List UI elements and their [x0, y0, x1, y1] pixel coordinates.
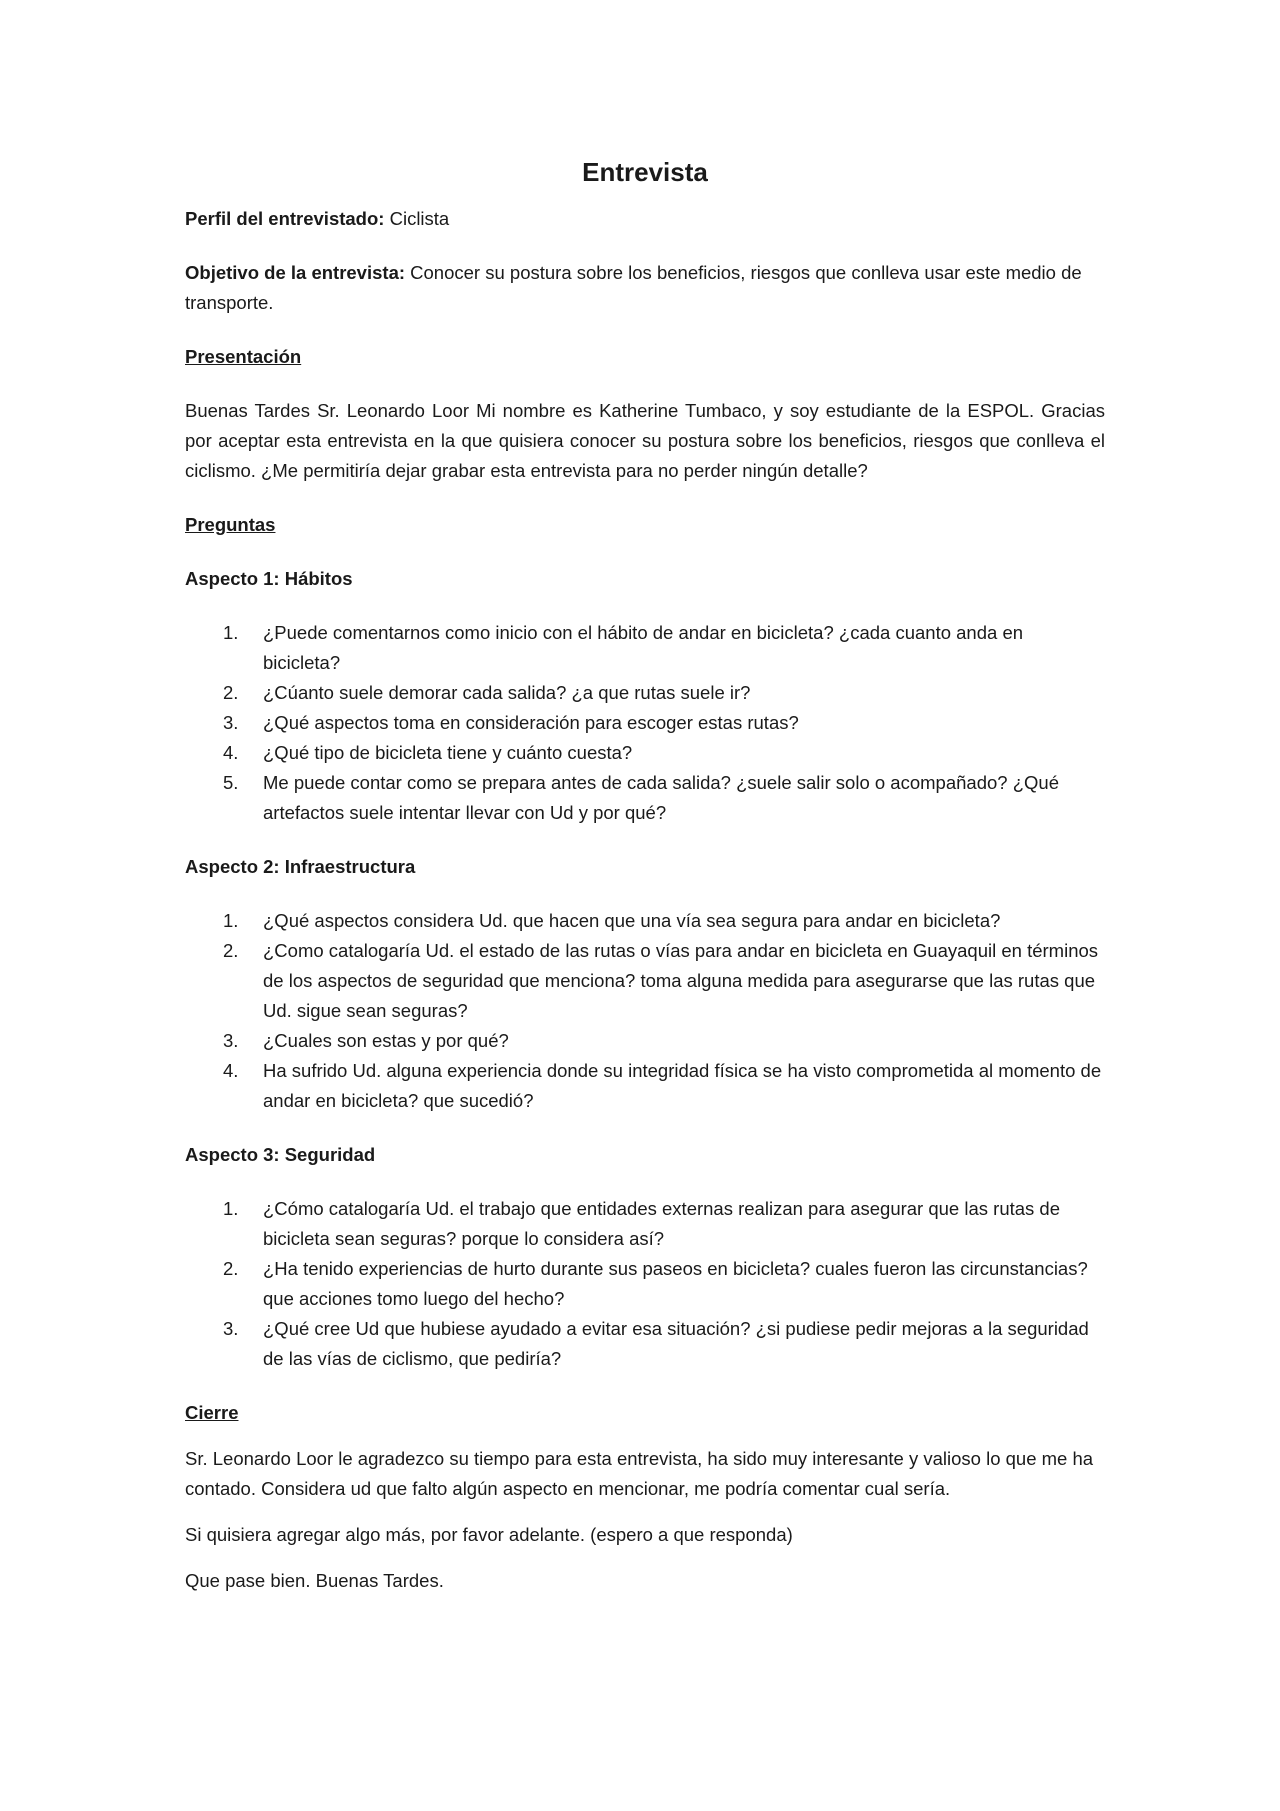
- question-text: ¿Como catalogaría Ud. el estado de las rutas o vías para andar en bicicleta en Guayaquil en términos de los aspectos de seguridad que menciona? toma alguna medida para asegurarse que las rutas que Ud. sigue sean seguras?: [263, 940, 1099, 1021]
- question-number: 3.: [223, 712, 239, 733]
- question-text: Ha sufrido Ud. alguna experiencia donde su integridad física se ha visto comprometida al momento de andar en bicicleta? que sucedió?: [263, 1060, 1102, 1111]
- question-item: [185, 738, 1105, 768]
- perfil-line: [185, 204, 1105, 234]
- aspecto-3-question-list: [185, 1194, 1105, 1374]
- aspecto-2-question-list: [185, 906, 1105, 1116]
- question-item: [185, 1194, 1105, 1254]
- question-text: ¿Cuales son estas y por qué?: [263, 1030, 509, 1051]
- cierre-paragraph: Sr. Leonardo Loor le agradezco su tiempo para esta entrevista, ha sido muy interesante y valioso lo que me ha contado. Considera ud que falto algún aspecto en mencionar, me podría comentar cual sería.: [185, 1448, 1094, 1499]
- question-number: 1.: [223, 622, 239, 643]
- question-number: 5.: [223, 772, 239, 793]
- question-item: [185, 1254, 1105, 1314]
- question-item: [185, 768, 1105, 828]
- question-text: Me puede contar como se prepara antes de cada salida? ¿suele salir solo o acompañado? ¿Qué artefactos suele intentar llevar con Ud y por qué?: [263, 772, 1059, 823]
- question-item: [185, 618, 1105, 678]
- question-number: 2.: [223, 940, 239, 961]
- presentacion-paragraph: Buenas Tardes Sr. Leonardo Loor Mi nombre es Katherine Tumbaco, y soy estudiante de la ESPOL. Gracias por aceptar esta entrevista en la que quisiera conocer su postura sobre los beneficios, riesgos que conlleva el ciclismo. ¿Me permitiría dejar grabar esta entrevista para no perder ningún detalle?: [185, 400, 1105, 481]
- question-text: ¿Qué aspectos considera Ud. que hacen que una vía sea segura para andar en bicicleta?: [263, 910, 1001, 931]
- cierre-paragraph: Que pase bien. Buenas Tardes.: [185, 1570, 444, 1591]
- aspecto-1-question-list: [185, 618, 1105, 828]
- aspecto-1-title: Aspecto 1: Hábitos: [185, 568, 353, 589]
- document-title: Entrevista: [582, 157, 708, 187]
- question-text: ¿Cómo catalogaría Ud. el trabajo que entidades externas realizan para asegurar que las rutas de bicicleta sean seguras? porque lo considera así?: [263, 1198, 1060, 1249]
- question-number: 3.: [223, 1318, 239, 1339]
- question-text: ¿Ha tenido experiencias de hurto durante sus paseos en bicicleta? cuales fueron las circunstancias? que acciones tomo luego del hecho?: [263, 1258, 1088, 1309]
- question-text: ¿Qué tipo de bicicleta tiene y cuánto cuesta?: [263, 742, 633, 763]
- question-item: [185, 906, 1105, 936]
- aspecto-3-title: Aspecto 3: Seguridad: [185, 1144, 376, 1165]
- question-number: 1.: [223, 1198, 239, 1219]
- question-item: [185, 678, 1105, 708]
- question-number: 4.: [223, 1060, 239, 1081]
- question-number: 4.: [223, 742, 239, 763]
- perfil-value: Ciclista: [384, 208, 450, 229]
- objetivo-label: Objetivo de la entrevista:: [185, 262, 406, 283]
- perfil-label: Perfil del entrevistado:: [185, 208, 385, 229]
- question-text: ¿Puede comentarnos como inicio con el hábito de andar en bicicleta? ¿cada cuanto anda en bicicleta?: [263, 622, 1024, 673]
- objetivo-line: [185, 258, 1105, 318]
- cierre-heading: Cierre: [185, 1402, 239, 1423]
- question-item: [185, 1056, 1105, 1116]
- question-item: [185, 936, 1105, 1026]
- question-number: 3.: [223, 1030, 239, 1051]
- question-text: ¿Cúanto suele demorar cada salida? ¿a que rutas suele ir?: [263, 682, 751, 703]
- question-number: 2.: [223, 1258, 239, 1279]
- cierre-paragraph: Si quisiera agregar algo más, por favor adelante. (espero a que responda): [185, 1524, 793, 1545]
- question-item: [185, 1026, 1105, 1056]
- question-number: 2.: [223, 682, 239, 703]
- question-item: [185, 1314, 1105, 1374]
- question-number: 1.: [223, 910, 239, 931]
- presentacion-heading: Presentación: [185, 346, 302, 367]
- aspecto-2-title: Aspecto 2: Infraestructura: [185, 856, 416, 877]
- objetivo-value: Conocer su postura sobre los beneficios, riesgos que conlleva usar este medio de transporte.: [185, 262, 1082, 313]
- preguntas-heading: Preguntas: [185, 514, 276, 535]
- question-text: ¿Qué aspectos toma en consideración para escoger estas rutas?: [263, 712, 799, 733]
- question-item: [185, 708, 1105, 738]
- question-text: ¿Qué cree Ud que hubiese ayudado a evitar esa situación? ¿si pudiese pedir mejoras a la seguridad de las vías de ciclismo, que pediría?: [263, 1318, 1089, 1369]
